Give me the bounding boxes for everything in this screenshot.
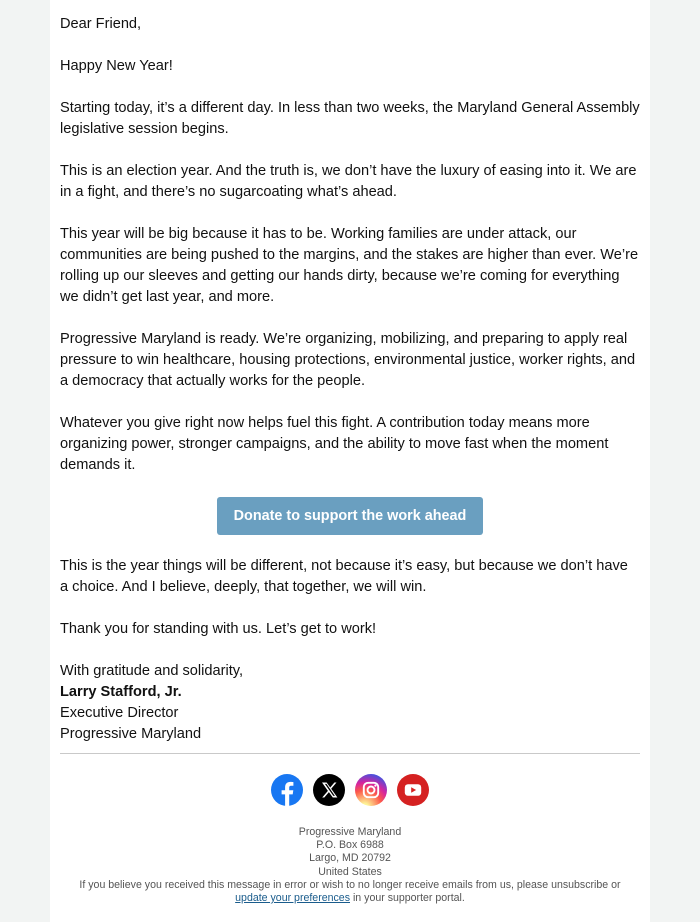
paragraph: Happy New Year! [60, 58, 173, 74]
paragraph: Whatever you give right now helps fuel this fight. A contribution today means more organizing power, stronger campaigns, and the ability to move fast when the moment demands it. [60, 415, 609, 473]
signoff-block [60, 661, 640, 745]
email-body [60, 14, 640, 745]
youtube-icon [397, 774, 429, 806]
paragraph: Progressive Maryland is ready. We’re organizing, mobilizing, and preparing to apply real pressure to win healthcare, housing protections, environmental justice, worker rights, and a democracy that actually works for the people. [60, 331, 636, 389]
x-link[interactable] [313, 774, 345, 806]
footer-unsubscribe-notice [50, 879, 650, 905]
signer-name: Larry Stafford, Jr. [60, 684, 182, 700]
footer [50, 826, 650, 905]
footer-divider [60, 753, 640, 754]
portal-text: in your supporter portal. [352, 892, 465, 905]
facebook-icon [271, 774, 303, 806]
salutation: With gratitude and solidarity, [60, 663, 244, 679]
x-icon [313, 774, 345, 806]
signer-title: Executive Director [60, 705, 179, 721]
greeting: Dear Friend, [60, 16, 142, 32]
instagram-link[interactable] [355, 774, 387, 806]
footer-country: United States [318, 865, 382, 878]
paragraph: This is the year things will be different, not because it’s easy, but because we don’t have a choice. And I believe, deeply, that together, we will win. [60, 558, 628, 595]
instagram-icon [355, 774, 387, 806]
donate-button[interactable]: Donate to support the work ahead [217, 497, 483, 535]
social-links [0, 774, 700, 806]
paragraph: This year will be big because it has to be. Working families are under attack, our communities are being pushed to the margins, and the stakes are higher than ever. We’re rolling up our sleeves and getting our hands dirty, because we’re coming for everything we didn’t get last year, and more. [60, 226, 639, 305]
facebook-link[interactable] [271, 774, 303, 806]
footer-po-box: P.O. Box 6988 [316, 839, 384, 852]
footer-city: Largo, MD 20792 [309, 852, 391, 865]
paragraph: This is an election year. And the truth is, we don’t have the luxury of easing into it. We are in a fight, and there’s no sugarcoating what’s ahead. [60, 163, 637, 200]
youtube-link[interactable] [397, 774, 429, 806]
update-preferences-link[interactable]: update your preferences [235, 892, 350, 905]
cta-wrapper [60, 497, 640, 535]
paragraph: Starting today, it’s a different day. In less than two weeks, the Maryland General Assembly legislative session begins. [60, 100, 640, 137]
footer-org: Progressive Maryland [298, 826, 402, 838]
unsubscribe-text: If you believe you received this message in error or wish to no longer receive emails from us, please unsubscribe or [79, 878, 621, 891]
signer-organization: Progressive Maryland [60, 726, 202, 742]
paragraph: Thank you for standing with us. Let’s get to work! [60, 621, 377, 637]
